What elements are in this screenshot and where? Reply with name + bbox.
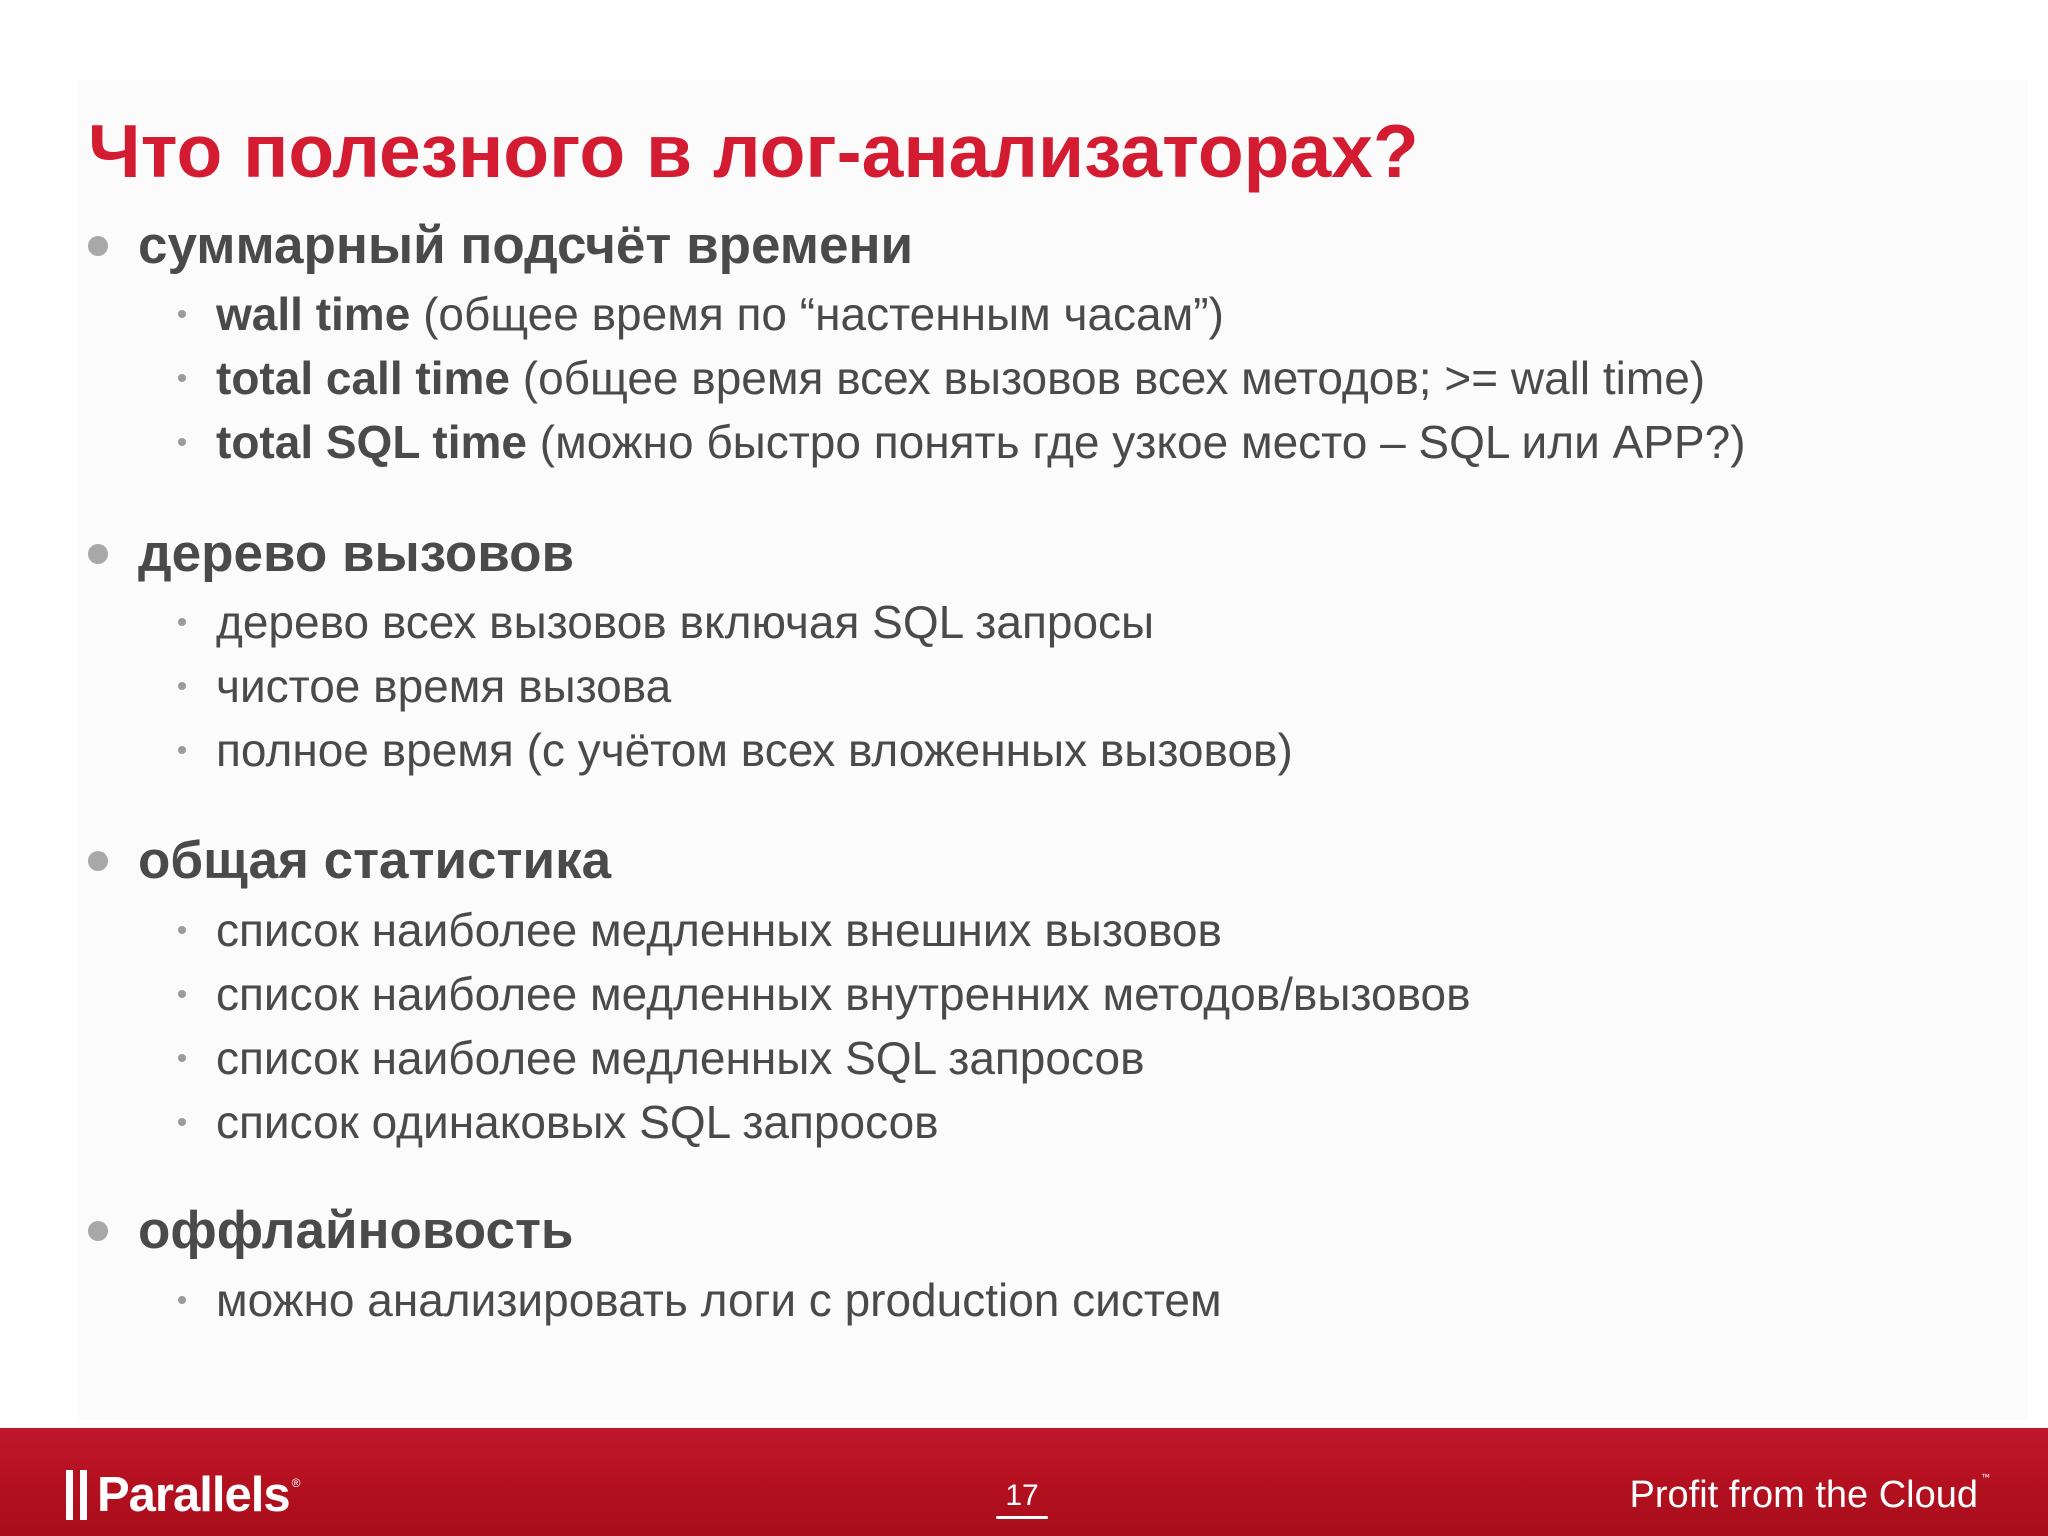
registered-mark: ® xyxy=(291,1476,301,1490)
parallels-bars-icon xyxy=(66,1470,87,1520)
section-heading: общая статистика xyxy=(138,831,612,890)
sub-bullet-icon xyxy=(178,1118,186,1126)
sub-bullet-icon xyxy=(178,374,186,382)
page-number: 17 xyxy=(1005,1479,1039,1512)
list-item: список одинаковых SQL запросов xyxy=(216,1096,939,1148)
bullet-icon xyxy=(88,236,108,256)
parallels-logo xyxy=(66,1468,300,1522)
list-item: список наиболее медленных внешних вызовов xyxy=(216,904,1222,956)
sub-bullet-icon xyxy=(178,746,186,754)
list-item: дерево всех вызовов включая SQL запросы xyxy=(216,596,1155,648)
list-item: можно анализировать логи с production систем xyxy=(216,1274,1222,1326)
sub-bullet-icon xyxy=(178,926,186,934)
list-item: полное время (с учётом всех вложенных вызовов) xyxy=(216,724,1293,776)
section-heading: оффлайновость xyxy=(138,1201,574,1260)
list-item xyxy=(216,412,1746,472)
bullet-icon xyxy=(88,1221,108,1241)
sub-bullet-icon xyxy=(178,1054,186,1062)
list-item-bold: total SQL time xyxy=(216,416,527,468)
bullet-icon xyxy=(88,851,108,871)
footer-tagline: Profit from the Cloud xyxy=(1629,1474,1978,1516)
logo-text: Parallels xyxy=(97,1468,290,1522)
sub-bullet-icon xyxy=(178,990,186,998)
list-item: список наиболее медленных внутренних методов/вызовов xyxy=(216,968,1471,1020)
list-item-text: (общее время всех вызовов всех методов; >= wall time) xyxy=(509,352,1706,404)
list-item xyxy=(216,284,1224,344)
sub-bullet-icon xyxy=(178,682,186,690)
page-number-underline xyxy=(996,1516,1048,1519)
slide-title: Что полезного в лог-анализаторах? xyxy=(88,109,1419,193)
list-item-bold: total call time xyxy=(216,352,510,404)
list-item-text: (можно быстро понять где узкое место – SQL или APP?) xyxy=(526,416,1746,468)
list-item: список наиболее медленных SQL запросов xyxy=(216,1032,1145,1084)
list-item: чистое время вызова xyxy=(216,660,672,712)
sub-bullet-icon xyxy=(178,310,186,318)
list-item-bold: wall time xyxy=(216,288,411,340)
sub-bullet-icon xyxy=(178,618,186,626)
trademark-mark: ™ xyxy=(1981,1472,1990,1482)
bullet-icon xyxy=(88,544,108,564)
sub-bullet-icon xyxy=(178,438,186,446)
list-item-text: (общее время по “настенным часам”) xyxy=(410,288,1224,340)
sub-bullet-icon xyxy=(178,1296,186,1304)
section-heading: дерево вызовов xyxy=(138,524,575,583)
section-heading: суммарный подсчёт времени xyxy=(138,216,914,275)
list-item xyxy=(216,348,1705,408)
